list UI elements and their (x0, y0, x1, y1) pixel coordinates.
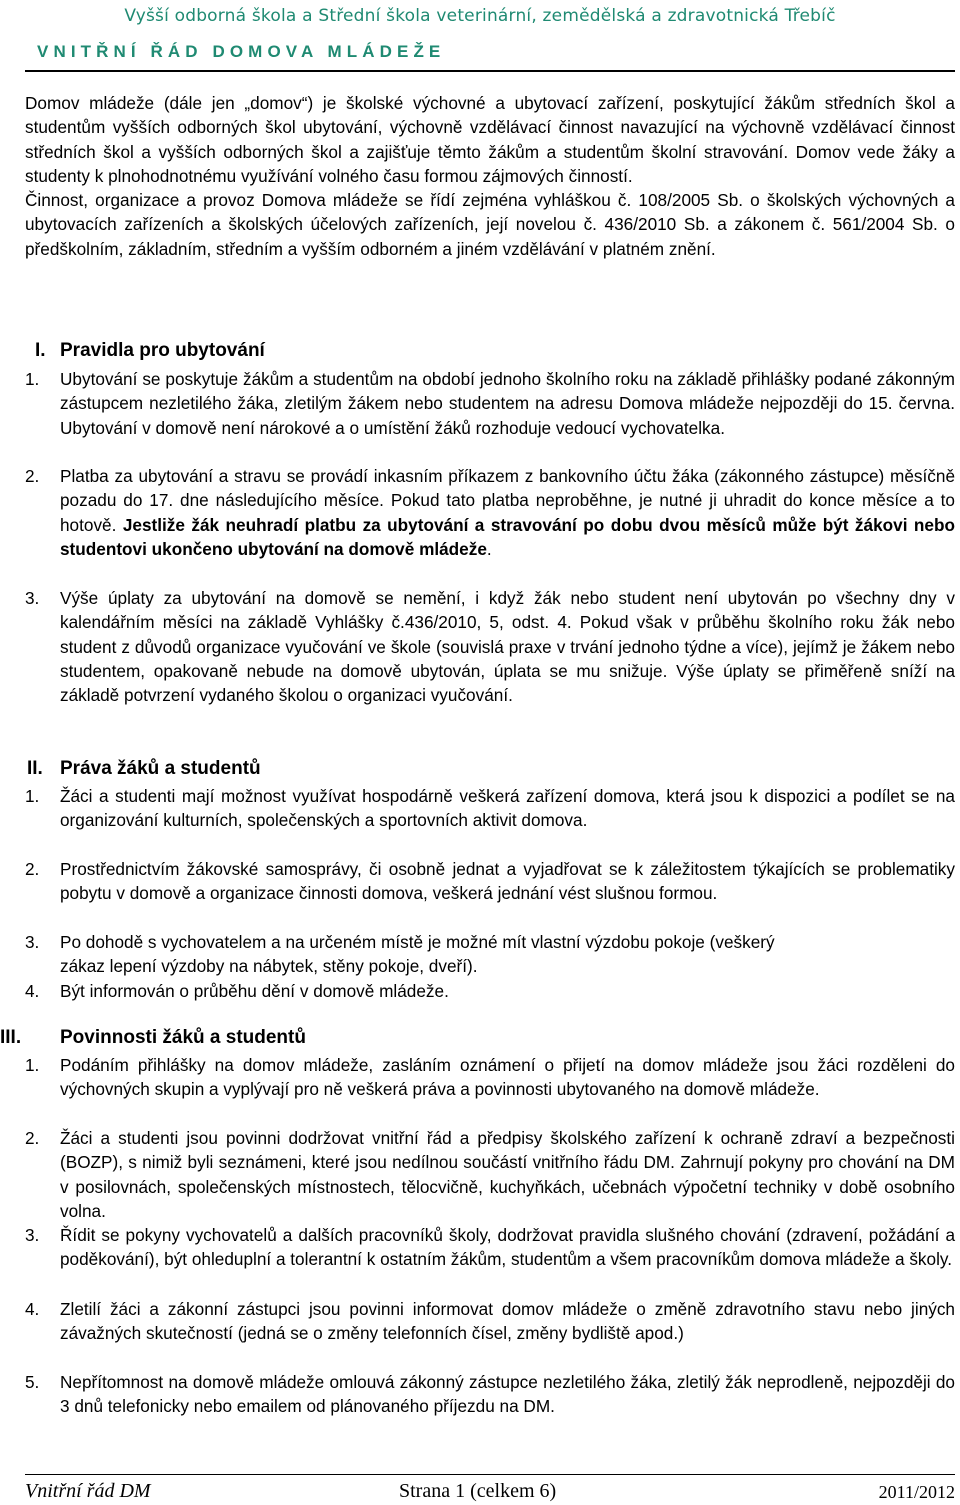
section-number: I. (35, 340, 46, 361)
item-number: 1. (25, 1055, 40, 1075)
list-item (25, 1370, 955, 1419)
page-number: Strana 1 (celkem 6) (399, 1480, 557, 1502)
item-text-bold: Jestliže žák neuhradí platbu za ubytování a stravování po dobu dvou měsíců může být žákovi nebo studentovi ukončeno ubytování na domově mládeže (60, 514, 955, 559)
list-item (25, 586, 955, 707)
section-title: Práva žáků a studentů (60, 758, 261, 779)
item-text: Podáním přihlášky na domov mládeže, zasláním oznámení o přijetí na domov mládeže jsou žáci rozděleni do výchovných skupin a vyplývají pro ně veškerá práva a povinnosti ubytovaného na domově mládeže. (60, 1055, 955, 1100)
list-item (25, 1297, 955, 1346)
list-item (25, 857, 955, 906)
list-item (25, 367, 955, 440)
item-text: Řídit se pokyny vychovatelů a dalších pracovníků školy, dodržovat pravidla slušného chování (zdravení, požádání a poděkování), být ohleduplní a tolerantní k ostatním žákům, studentům a všem pracovníkům domova mládeže a školy. (60, 1225, 955, 1270)
item-text: Ubytování se poskytuje žákům a studentům na období jednoho školního roku na základě přihlášky podané zákonným zástupcem nezletilého žáka, zletilým žákem nebo studentem na adresu Domova mládeže nejpozději do 15. června. Ubytování v domově není nárokové a o umístění žáků rozhoduje vedoucí vychovatelka. (60, 369, 955, 438)
item-number: 2. (25, 466, 40, 486)
item-text: Po dohodě s vychovatelem a na určeném místě je možné mít vlastní výzdobu pokoje (veškerý zákaz lepení výzdoby na nábytek, stěny pokoje, dveří). (60, 932, 775, 977)
list-item (25, 464, 955, 561)
footer-doc-name: Vnitřní řád DM (25, 1480, 151, 1502)
item-number: 1. (25, 369, 40, 389)
school-year: 2011/2012 (878, 1482, 955, 1502)
item-text: Být informován o průběhu dění v domově mládeže. (60, 981, 449, 1001)
header-divider (25, 70, 955, 72)
item-number: 4. (25, 1299, 40, 1319)
document-title: VNITŘNÍ ŘÁD DOMOVA MLÁDEŽE (37, 42, 446, 61)
footer-divider (25, 1474, 955, 1475)
section-title: Povinnosti žáků a studentů (60, 1027, 306, 1048)
item-number: 3. (25, 588, 40, 608)
item-text: Prostřednictvím žákovské samosprávy, či osobně jednat a vyjadřovat se k záležitostem týkajících se problematiky pobytu v domově a organizace činnosti domova, veškerá jednání vést slušnou formou. (60, 859, 955, 904)
item-text: Výše úplaty za ubytování na domově se nemění, i když žák nebo student není ubytován po všechny dny v kalendářním měsíci na základě Vyhlášky č.436/2010, 5, odst. 4. Pokud však v průběhu školního roku žák nebo student z důvodů organizace vyučování ve škole (souvislá praxe v trvání jednoho týdne a více), jejímž je žákem nebo studentem, opakovaně nebude na domově ubytován, úplata se mu snižuje. Výše úplaty se přiměřeně sníží na základě potvrzení vydaného školou o organizaci vyučování. (60, 588, 955, 706)
section-number: II. (27, 758, 43, 779)
item-number: 2. (25, 1128, 40, 1148)
list-item (25, 930, 955, 979)
intro-paragraph: Činnost, organizace a provoz Domova mládeže se řídí zejména vyhláškou č. 108/2005 Sb. o školských výchovných a ubytovacích zařízeních a školských účelových zařízeních, její novelou č. 436/2010 Sb. a zákonem č. 561/2004 Sb. o předškolním, základním, středním a vyšším odborném a jiném vzdělávání v platném znění. (25, 190, 955, 259)
list-item (25, 1126, 955, 1223)
list-item (25, 1223, 955, 1272)
item-text: Žáci a studenti mají možnost využívat hospodárně veškerá zařízení domova, která jsou k dispozici a podílet se na organizování kulturních, společenských a sportovních aktivit domova. (60, 786, 955, 831)
list-item (25, 1053, 955, 1102)
item-text-regular: Platba za ubytování a stravu se provádí inkasním příkazem z bankovního účtu žáka (zákonného zástupce) měsíčně pozadu do 17. dne následujícího měsíce. Pokud tato platba neproběhne, je nutné ji uhradit do konce měsíce a to hotově. (60, 466, 955, 535)
item-number: 2. (25, 859, 40, 879)
intro-text (25, 91, 955, 261)
item-number: 1. (25, 786, 40, 806)
section-title: Pravidla pro ubytování (60, 340, 265, 361)
item-text: Zletilí žáci a zákonní zástupci jsou povinni informovat domov mládeže o změně zdravotního stavu nebo jiných závažných skutečností (jedná se o změny telefonních čísel, změny bydliště apod.) (60, 1299, 955, 1344)
item-number: 5. (25, 1372, 40, 1392)
intro-paragraph: Domov mládeže (dále jen „domov“) je školské výchovné a ubytovací zařízení, poskytující žákům středních škol a studentům vyšších odborných škol ubytování, výchovně vzdělávací činnost navazující na výchovně vzdělávací činnost středních škol a vyšších odborných škol a zajišťuje těmto žákům a studentům školní stravování. Domov vede žáky a studenty k plnohodnotnému využívání volného času formou zájmových činností. (25, 93, 955, 186)
item-text-after: . (486, 538, 492, 559)
section-number: III. (0, 1027, 22, 1048)
list-item (25, 979, 955, 1003)
item-text: Nepřítomnost na domově mládeže omlouvá zákonný zástupce nezletilého žáka, zletilý žák neprodleně, nejpozději do 3 dnů telefonicky nebo emailem od plánovaného příjezdu na DM. (60, 1372, 955, 1417)
item-text (60, 464, 955, 561)
item-number: 3. (25, 932, 40, 952)
list-item (25, 784, 955, 833)
item-text: Žáci a studenti jsou povinni dodržovat vnitřní řád a předpisy školského zařízení k ochraně zdraví a bezpečnosti (BOZP), s nimiž byli seznámeni, které jsou nedílnou součástí vnitřního řádu DM. Zahrnují pokyny pro chování na DM v posilovnách, společenských místnostech, tělocvičně, kuchyňkách, učebnách výpočetní techniky v době osobního volna. (60, 1128, 955, 1221)
school-name: Vyšší odborná škola a Střední škola veterinární, zemědělská a zdravotnická Třebíč (124, 6, 836, 26)
item-number: 3. (25, 1225, 40, 1245)
item-number: 4. (25, 981, 40, 1001)
